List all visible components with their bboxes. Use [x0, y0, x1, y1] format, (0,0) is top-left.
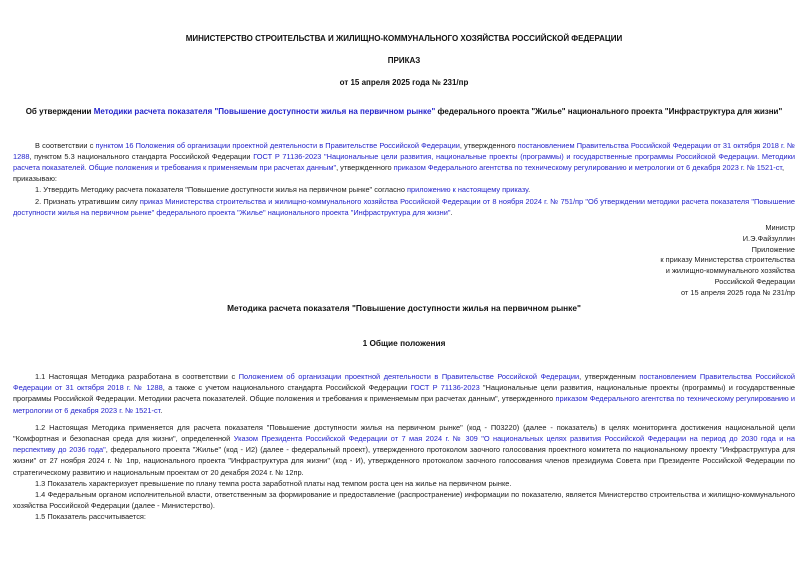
text-run: И.Э.Файзуллин: [742, 233, 795, 243]
text-run: Об утверждении: [25, 107, 94, 116]
method-title: [13, 303, 795, 314]
ministry-name: МИНИСТЕРСТВО СТРОИТЕЛЬСТВА И ЖИЛИЩНО-КОММУНАЛЬНОГО ХОЗЯЙСТВА РОССИЙСКОЙ ФЕДЕРАЦИИ: [185, 34, 623, 43]
text-run: Министр: [765, 222, 795, 232]
prikaz-word: [13, 173, 795, 184]
paragraph-1-4: [13, 489, 795, 511]
text-run: Приложение: [751, 244, 795, 254]
text-run: 1.5 Показатель рассчитывается:: [35, 512, 146, 522]
paragraph-1-3: [13, 478, 795, 489]
text-run: 2. Признать утратившим силу: [35, 196, 140, 206]
text-run: к приказу Министерства строительства: [660, 255, 795, 265]
text-run: 1.3 Показатель характеризует превышение по плану темпа роста заработной платы над темпом роста цен на жилье на первичном рынке.: [35, 478, 512, 488]
doc-link[interactable]: Методики расчета показателя "Повышение доступности жилья на первичном рынке": [93, 107, 436, 116]
doc-link[interactable]: ГОСТ Р 71136-2023 "Национальные цели развития, национальные проекты (программы) и государственные программы Российской Федерации. Методики расчета показателей. Общие положения и требования к применяемым при расчетах данным": [13, 151, 795, 172]
text-run: 1.4 Федеральным органом исполнительной власти, ответственным за формирование и предоставление (распространение) информации по показателю, является Министерство строительства и жилищно-коммунального хозяйства Российской Федерации (далее - Министерство).: [13, 489, 795, 511]
text-run: , федерального проекта "Жилье" (код - И2) (далее - федеральный проект), утвержденного протоколом заочного голосования проектного комитета по национальному проекту "Инфраструктура для жизни" от 27 ноября 2024 г. № 1пр, национального проекта "Инфраструктура для жизни" (код - И), утвержденного протоколом заочного голосования членов президиума Совета при Президенте Российской Федерации по стратегическому развитию и национальным проектам от 20 декабря 2024 г. № 12пр.: [13, 445, 795, 477]
text-run: , утвержденного: [459, 140, 518, 150]
annex-line-3: [13, 277, 795, 288]
text-run: ,: [781, 162, 785, 172]
paragraph-1-5: [13, 511, 795, 522]
text-run: .: [450, 207, 453, 217]
text-run: Методика расчета показателя "Повышение доступности жилья на первичном рынке": [227, 302, 581, 313]
text-run: 1. Утвердить Методику расчета показателя "Повышение доступности жилья на первичном рынке" согласно: [35, 185, 408, 195]
text-run: 1.1 Настоящая Методика разработана в соответствии с: [35, 371, 239, 381]
text-run: Российской Федерации: [714, 276, 795, 286]
subject-title: [13, 106, 795, 118]
paragraph-1-1: [13, 371, 795, 416]
text-run: "Национальные цели развития, национальные проекты (программы) и государственные программы Российской Федерации. Методики расчета показателей. Общие положения и требования к применяемым при расчетах данным", утвержденного: [13, 383, 796, 404]
doc-link[interactable]: пунктом 16 Положения об организации проектной деятельности в Правительстве Российской Федерации: [95, 140, 460, 150]
signature-minister-title: [13, 223, 795, 234]
order-item-2: [13, 196, 795, 218]
text-run: федерального проекта "Жилье" национального проекта "Инфраструктура для жизни": [435, 107, 783, 116]
doc-link[interactable]: постановлением Правительства Российской Федерации от 31 октября 2018 г. № 1288: [13, 140, 795, 161]
section-heading-1: [13, 338, 795, 349]
text-run: , утвержденного: [336, 162, 394, 172]
annex-label: [13, 245, 795, 256]
annex-line-1: [13, 255, 795, 266]
signature-minister-name: [13, 234, 795, 245]
intro-paragraph: [13, 140, 795, 174]
doc-link[interactable]: Указом Президента Российской Федерации от 7 мая 2024 г. № 309 "О национальных целях развития Российской Федерации на период до 2030 года и на перспективу до 2036 года": [13, 433, 795, 455]
doc-date-number: от 15 апреля 2025 года № 231/пр: [339, 78, 469, 87]
text-run: от 15 апреля 2025 года № 231/пр: [680, 287, 795, 297]
text-run: 1.2 Настоящая Методика применяется для расчета показателя "Повышение доступности жилья на первичном рынке" (код - П03220) (далее - показатель) в целях мониторинга достижения национальной цели "Комфортная и безопасная среда для жизни", определенной: [13, 422, 795, 443]
text-run: , утвержденным: [579, 371, 640, 381]
text-run: 1 Общие положения: [362, 337, 446, 348]
order-item-1: [13, 184, 795, 195]
text-run: , пунктом 5.3 национального стандарта Российской Федерации: [29, 151, 254, 161]
doc-link[interactable]: приложению к настоящему приказу: [407, 185, 529, 195]
doc-type: ПРИКАЗ: [387, 56, 421, 65]
text-run: В соответствии с: [35, 140, 96, 150]
doc-link[interactable]: ГОСТ Р 71136-2023: [410, 383, 480, 393]
document-body: [13, 106, 795, 523]
paragraph-1-2: [13, 422, 795, 478]
text-run: .: [160, 405, 163, 415]
text-run: .: [528, 185, 531, 195]
text-run: , а также с учетом национального стандарта Российской Федерации: [162, 383, 411, 393]
annex-date-number: [13, 288, 795, 299]
annex-line-2: [13, 266, 795, 277]
text-run: приказываю:: [13, 174, 57, 184]
doc-link[interactable]: Положением об организации проектной деятельности в Правительстве Российской Федерации: [238, 371, 580, 381]
doc-link[interactable]: приказ Министерства строительства и жилищно-коммунального хозяйства Российской Федерации от 8 ноября 2024 г. № 751/пр "Об утверждении методики расчета показателя "Повышение доступности жилья на первичном рынке" федерального проекта "Жилье" национального проекта "Инфраструктура для жизни": [13, 196, 795, 217]
text-run: и жилищно-коммунального хозяйства: [665, 266, 795, 276]
doc-link[interactable]: постановлением Правительства Российской Федерации от 31 октября 2018 г. № 1288: [13, 371, 795, 393]
doc-link[interactable]: приказом Федерального агентства по техническому регулированию и метрологии от 6 декабря 2023 г. № 1521-ст: [13, 394, 795, 415]
doc-link[interactable]: приказом Федерального агентства по техническому регулированию и метрологии от 6 декабря 2023 г. № 1521-ст: [393, 162, 782, 172]
